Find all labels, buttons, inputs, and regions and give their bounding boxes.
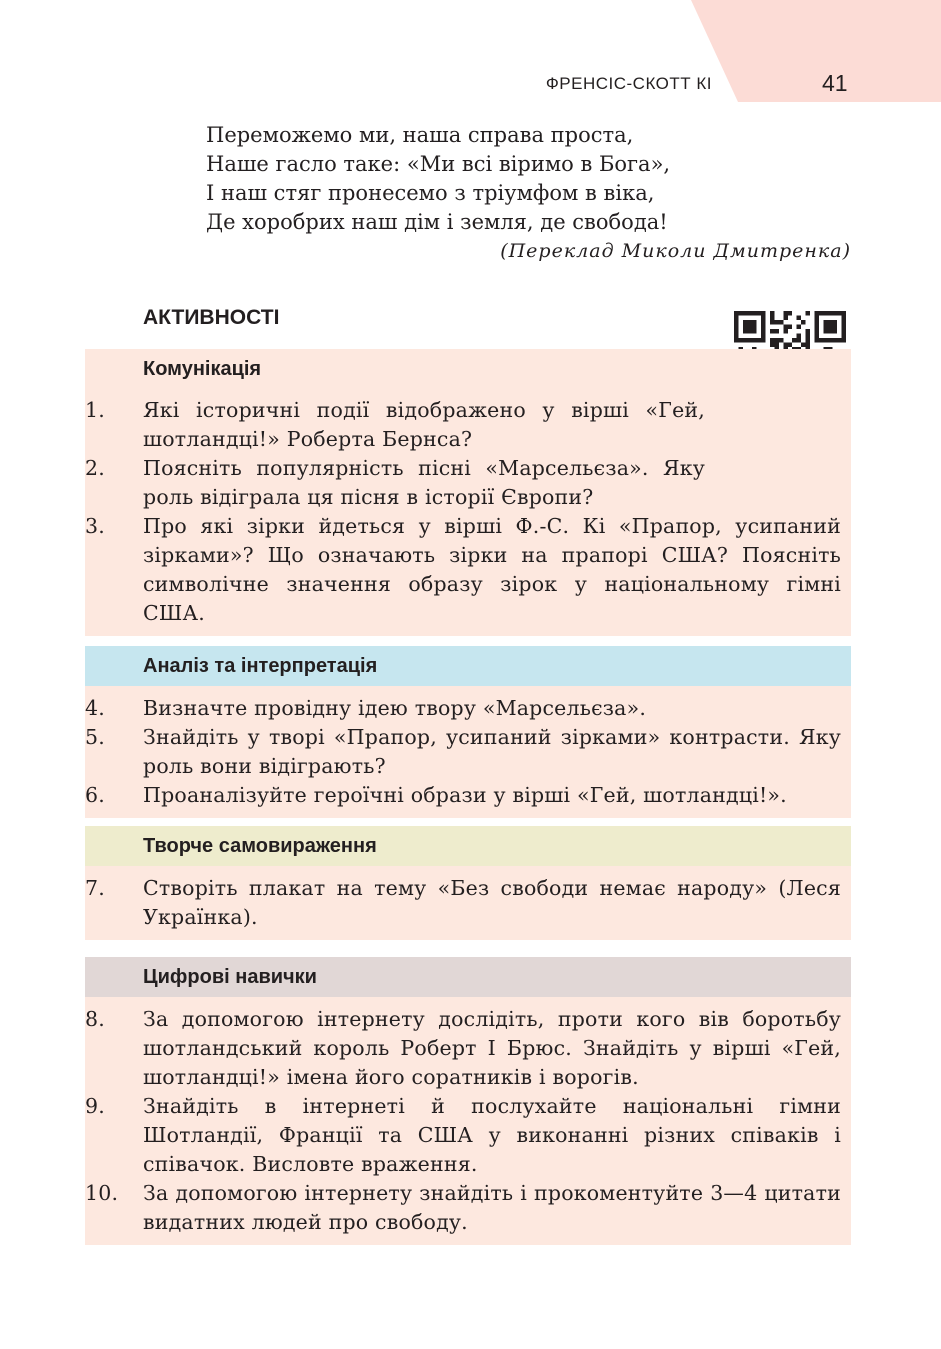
section-body [85,686,851,818]
qr-module [747,311,751,315]
qr-module [734,329,738,333]
qr-module [756,311,760,315]
qr-module [761,333,765,337]
qr-module [842,338,846,342]
qr-module [815,324,819,328]
qr-module [779,320,783,324]
item-number: 8. [85,1007,105,1031]
item-text: Створіть плакат на тему «Без свободи немає народу» (Леся Українка). [143,876,841,929]
item-number: 10. [85,1181,119,1205]
qr-module [770,311,774,315]
page-number: 41 [822,70,848,96]
qr-module [815,315,819,319]
activity-item [85,874,851,932]
activity-item [85,454,851,512]
qr-module [819,338,823,342]
qr-module [833,338,837,342]
qr-module [770,338,774,342]
qr-module [761,320,765,324]
qr-module [842,311,846,315]
qr-module [752,338,756,342]
qr-module [833,311,837,315]
qr-module [761,329,765,333]
qr-module [801,342,805,346]
activity-item [85,396,851,454]
section-title: Комунікація [85,349,726,389]
section-body [85,866,851,940]
qr-module [770,342,774,346]
section-title: Цифрові навички [85,957,851,997]
qr-module [752,324,756,328]
qr-module [824,311,828,315]
qr-module [734,324,738,328]
qr-module [824,338,828,342]
qr-module [774,329,778,333]
qr-module [743,311,747,315]
qr-module [734,333,738,337]
qr-module [743,320,747,324]
qr-module [842,329,846,333]
qr-module [833,329,837,333]
qr-module [806,333,810,337]
item-number: 9. [85,1094,105,1118]
qr-module [761,315,765,319]
qr-module [797,333,801,337]
qr-module [752,311,756,315]
qr-module [815,329,819,333]
qr-module [828,329,832,333]
qr-module [842,320,846,324]
section-analysis [85,646,851,818]
qr-module [783,324,787,328]
qr-module [747,320,751,324]
qr-module [801,320,805,324]
qr-module [783,311,787,315]
item-number: 1. [85,398,105,422]
section-title: Творче самовираження [85,826,851,866]
activity-item [85,512,851,628]
qr-module [779,338,783,342]
qr-module [761,338,765,342]
qr-module [833,324,837,328]
qr-module [783,342,787,346]
qr-module [828,320,832,324]
poem-line: І наш стяг пронесемо з тріумфом в віка, [206,181,655,205]
qr-module [815,333,819,337]
qr-module [824,324,828,328]
qr-module [747,329,751,333]
qr-module [828,324,832,328]
poem-line: Наше гасло таке: «Ми всі віримо в Бога», [206,152,671,176]
qr-module [806,311,810,315]
qr-module [788,311,792,315]
qr-module [792,338,796,342]
item-text: За допомогою інтернету знайдіть і прокоментуйте 3—4 цитати видатних людей про свободу. [143,1181,841,1234]
item-number: 3. [85,514,105,538]
qr-module [761,311,765,315]
qr-module [752,329,756,333]
qr-module [752,320,756,324]
item-text: Поясніть популярність пісні «Марсельєза». Яку роль відіграла ця пісня в історії Європи? [143,456,705,509]
item-text: Знайдіть у творі «Прапор, усипаний зірками» контрасти. Яку роль вони відіграють? [143,725,841,778]
section-body [85,997,851,1245]
qr-module [738,311,742,315]
item-text: Які історичні події відображено у вірші «Гей, шотландці!» Роберта Бернса? [143,398,705,451]
qr-module [824,320,828,324]
qr-module [734,338,738,342]
qr-module [747,324,751,328]
qr-module [797,324,801,328]
section-creative [85,826,851,940]
qr-module [774,338,778,342]
qr-module [828,311,832,315]
item-number: 6. [85,783,105,807]
qr-module [743,338,747,342]
item-number: 5. [85,725,105,749]
qr-module [770,315,774,319]
section-title: Аналіз та інтерпретація [85,646,851,686]
activity-item [85,781,851,810]
qr-module [770,329,774,333]
qr-module [788,342,792,346]
qr-module [819,311,823,315]
qr-module [815,338,819,342]
qr-module [815,311,819,315]
item-number: 7. [85,876,105,900]
qr-module [806,329,810,333]
activity-item [85,1092,851,1179]
qr-module [743,329,747,333]
section-digital [85,957,851,1245]
running-head: ФРЕНСІС-СКОТТ КІ [545,74,712,93]
qr-module [774,320,778,324]
section-communication [85,349,851,636]
item-text: Про які зірки йдеться у вірші Ф.-С. Кі «Прапор, усипаний зірками»? Що означають зірки на прапорі США? Поясніть символічне значення образу зірок у національному гімні США. [143,514,841,625]
qr-module [774,342,778,346]
qr-module [797,315,801,319]
qr-module [761,324,765,328]
activity-item [85,1179,851,1237]
item-number: 2. [85,456,105,480]
activity-item [85,723,851,781]
poem-excerpt [206,121,851,266]
qr-module [833,320,837,324]
qr-module [815,320,819,324]
qr-module [824,329,828,333]
qr-module [747,338,751,342]
qr-module [734,315,738,319]
qr-module [828,338,832,342]
item-number: 4. [85,696,105,720]
qr-module [734,320,738,324]
qr-module [806,338,810,342]
item-text: Визначте провідну ідею твору «Марсельєза». [143,696,647,720]
qr-module [837,311,841,315]
qr-module [842,324,846,328]
qr-module [743,324,747,328]
qr-module [788,324,792,328]
poem-line: Де хоробрих наш дім і земля, де свобода! [206,210,668,234]
qr-module [734,311,738,315]
qr-module [783,329,787,333]
activities-title: АКТИВНОСТІ [143,306,280,329]
item-text: За допомогою інтернету дослідіть, проти кого вів боротьбу шотландський король Роберт І Брюс. Знайдіть у вірші «Гей, шотландці!» імена його соратників і ворогів. [143,1007,841,1089]
qr-module [797,338,801,342]
activity-item [85,694,851,723]
qr-module [738,338,742,342]
qr-module [837,338,841,342]
qr-module [756,338,760,342]
page-corner-decoration [691,0,941,102]
qr-module [842,315,846,319]
translation-attribution: (Переклад Миколи Дмитренка) [500,240,851,262]
qr-module [806,342,810,346]
qr-module [783,315,787,319]
activity-item [85,1005,851,1092]
poem-line: Переможемо ми, наша справа проста, [206,123,634,147]
item-text: Знайдіть в інтернеті й послухайте національні гімни Шотландії, Франції та США у виконанні різних співаків і співачок. Висловте враження. [143,1094,841,1176]
section-body [85,349,851,636]
qr-module [770,320,774,324]
item-text: Проаналізуйте героїчні образи у вірші «Гей, шотландці!». [143,783,787,807]
qr-module [842,333,846,337]
